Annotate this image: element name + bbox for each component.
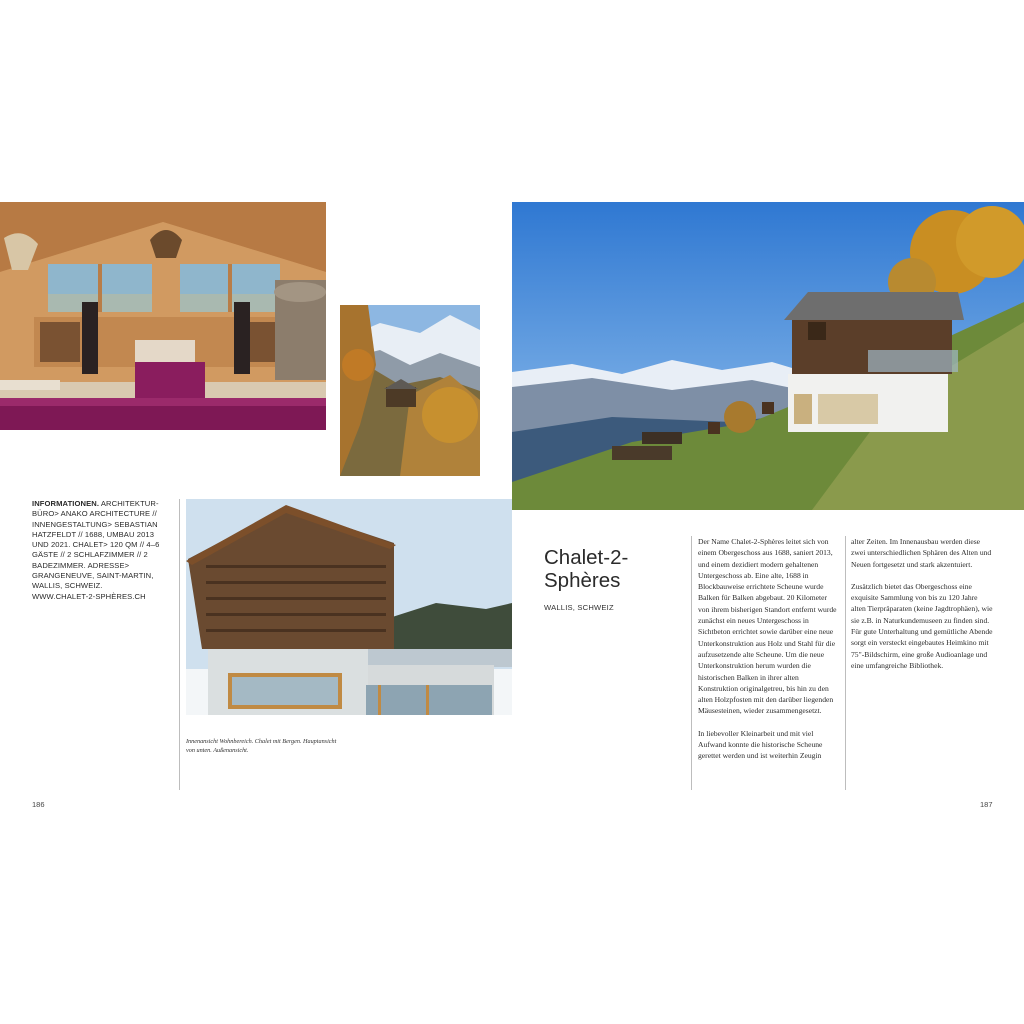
column-divider-right-1 xyxy=(691,536,692,790)
body-paragraph: Der Name Chalet-2-Sphères leitet sich von einem Obergeschoss aus 1688, saniert 2013, und einem dezidiert modern gehaltenen Untergeschoss ab. Eine alte, 1688 in Blockbauweise errichtete Scheune wurde Balken für Balken abgebaut. 20 Kilometer von ihrem bisherigen Standort entfernt wurde zunächst ein neues Untergeschoss in Sichtbeton errichtet sowie darüber eine neue Unterkonstruktion aus Holz und Stahl für die aufzusetzende alte Scheune. Um die neue Unterkonstruktion herum wurden die historischen Balken in ihrer alten Konstruktion originalgetreu, bis hin zu den alten Holzpfosten mit den darüber liegenden Mäusesteinen, wieder zusammengesetzt. xyxy=(698,537,837,716)
page-number-right: 187 xyxy=(980,800,993,809)
body-column-1 xyxy=(698,536,839,773)
interior-living-room-photo xyxy=(0,202,326,430)
information-text: ARCHITEKTURBÜRO> ANAKO ARCHITECTURE // INNENGESTALTUNG> SEBASTIAN HATZFELDT // 1688, UMBAU 2013 UND 2021. CHALET> 120 QM // 4–6 GÄSTE // 2 SCHLAFZIMMER // 2 BADEZIMMER. ADRESSE> GRANGENEUVE, SAINT-MARTIN, WALLIS, SCHWEIZ. WWW.CHALET-2-SPHÈRES.CH xyxy=(32,499,160,601)
body-column-2 xyxy=(851,536,993,682)
chalet-facade-winter-photo xyxy=(186,499,512,728)
body-paragraph: In liebevoller Kleinarbeit und mit viel Aufwand konnte die historische Scheune gerettet werden und ist weiterhin Zeugin xyxy=(698,728,823,761)
article-title: Chalet-2-Sphères xyxy=(544,546,629,592)
page-number-left: 186 xyxy=(32,800,45,809)
mountain-autumn-photo xyxy=(340,305,480,476)
body-paragraph: Zusätzlich bietet das Obergeschoss eine exquisite Sammlung von bis zu 120 Jahre alten Tierpräparaten (keine Jagdtrophäen), wie sie z.B. in Naturkundemuseen zu finden sind. Für gute Unterhaltung und gemütliche Abende sorgt ein versteckt eingebautes Heimkino mit 75"-Bildschirm, eine große Audioanlage und eine umfangreiche Bibliothek. xyxy=(851,581,993,670)
article-location: WALLIS, SCHWEIZ xyxy=(544,603,614,612)
information-block xyxy=(32,499,160,602)
column-divider-left xyxy=(179,499,180,790)
chalet-hillside-photo xyxy=(512,202,1024,510)
body-paragraph: alter Zeiten. Im Innenausbau werden diese zwei unterschiedlichen Sphären des Alten und Neuen fortgesetzt und stark akzentuiert. xyxy=(851,537,992,569)
column-divider-right-2 xyxy=(845,536,846,790)
photo-caption: Innenansicht Wohnbereich. Chalet mit Bergen. Hauptansicht von unten. Außenansicht. xyxy=(186,738,337,754)
information-label: INFORMATIONEN. xyxy=(32,499,100,508)
